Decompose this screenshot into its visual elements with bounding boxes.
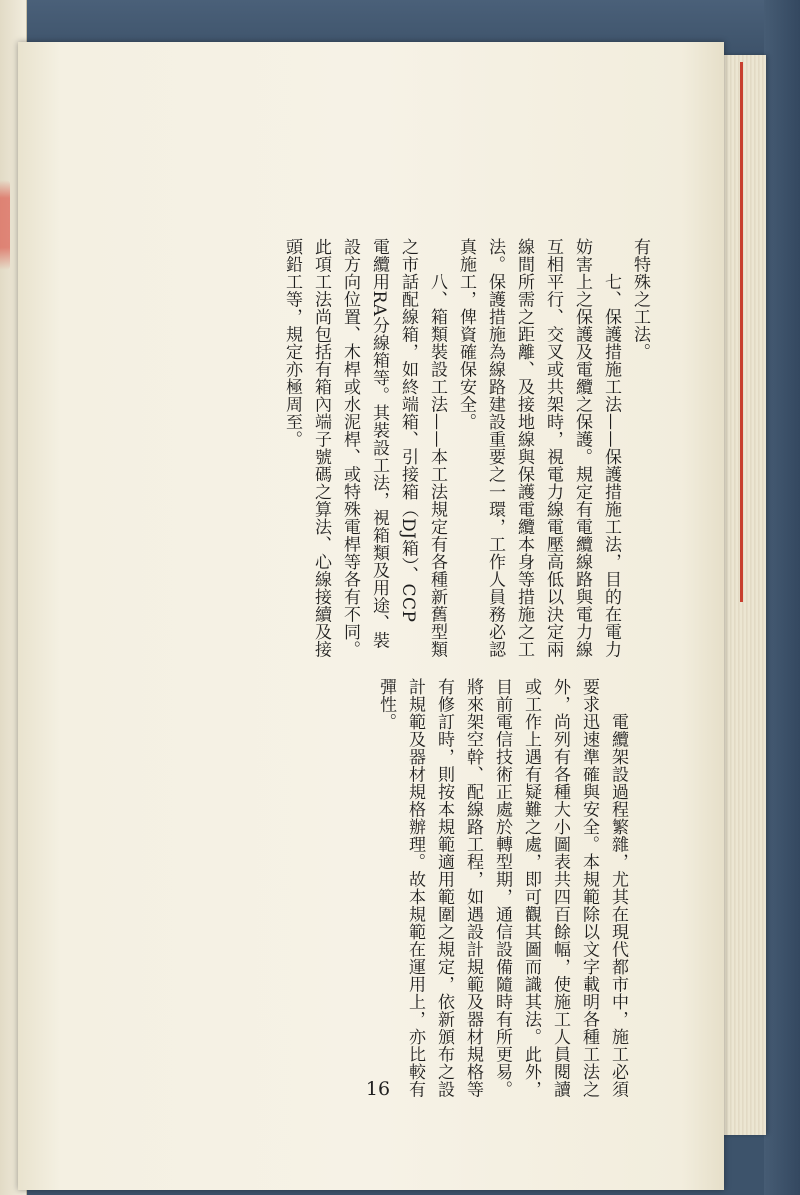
red-page-edge xyxy=(740,62,743,602)
text-line: 互相平行、交叉或共架時，視電力線電壓高低以決定兩 xyxy=(543,238,563,658)
text-line: 線間所需之距離、及接地線與保護電纜本身等措施之工 xyxy=(514,238,534,658)
text-line: 八、箱類裝設工法——本工法規定有各種新舊型類 xyxy=(427,238,447,658)
text-line: 彈性。 xyxy=(376,678,396,731)
text-line: 將來架空幹、配線路工程，如遇設計規範及器材規格等 xyxy=(463,678,483,1098)
page-number: 16 xyxy=(365,1078,391,1100)
text-line: 真施工，俾資確保安全。 xyxy=(456,238,476,431)
text-line: 之市話配線箱，如終端箱、引接箱（DJ箱）、CCP xyxy=(398,238,418,623)
text-line: 設方向位置、木桿或水泥桿、或特殊電桿等各有不同。 xyxy=(340,238,360,658)
text-line: 電纜架設過程繁雜，尤其在現代都市中，施工必須 xyxy=(608,678,628,1098)
text-line: 計規範及器材規格辦理。故本規範在運用上，亦比較有 xyxy=(405,678,425,1098)
text-line: 外，尚列有各種大小圖表共四百餘幅，使施工人員閱讀 xyxy=(550,678,570,1098)
upper-text-block xyxy=(277,238,654,670)
text-line: 或工作上遇有疑難之處，即可觀其圖而識其法。此外， xyxy=(521,678,541,1098)
lower-text-block xyxy=(371,678,632,1102)
text-line: 七、保護措施工法——保護措施工法，目的在電力 xyxy=(601,238,621,658)
text-line: 要求迅速準確與安全。本規範除以文字載明各種工法之 xyxy=(579,678,599,1098)
text-line: 頭鉛工等，規定亦極周至。 xyxy=(282,238,302,448)
text-line: 電纜用RA分線箱等。其裝設工法，視箱類及用途、裝 xyxy=(369,238,389,650)
text-line: 有特殊之工法。 xyxy=(630,238,650,361)
book-binding-right xyxy=(764,0,800,1195)
text-line: 妨害上之保護及電纜之保護。規定有電纜線路與電力線 xyxy=(572,238,592,658)
text-line: 目前電信技術正處於轉型期，通信設備隨時有所更易。 xyxy=(492,678,512,1098)
text-line: 此項工法尚包括有箱內端子號碼之算法、心線接續及接 xyxy=(311,238,331,658)
text-line: 法。保護措施為線路建設重要之一環，工作人員務必認 xyxy=(485,238,505,658)
text-line: 有修訂時，則按本規範適用範圍之規定，依新頒布之設 xyxy=(434,678,454,1098)
document-page xyxy=(18,42,724,1190)
facing-page-red-mark xyxy=(0,180,10,270)
